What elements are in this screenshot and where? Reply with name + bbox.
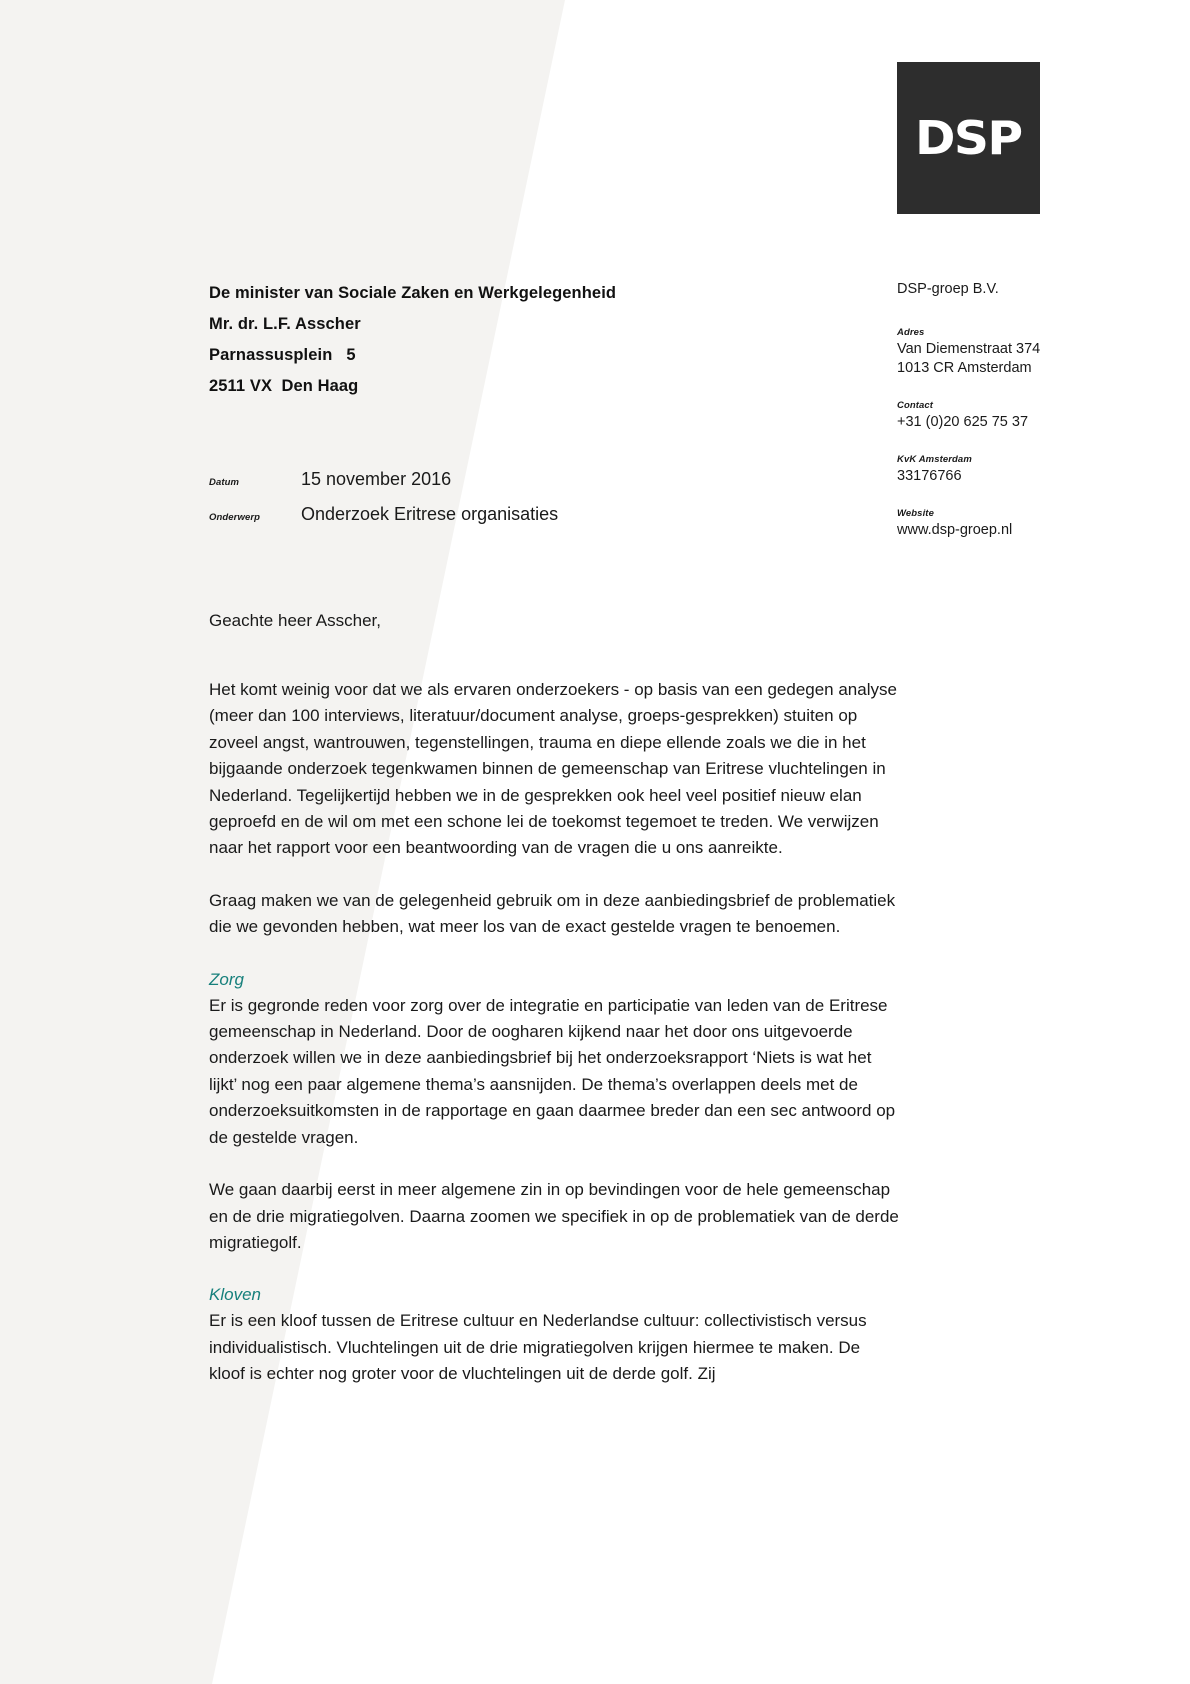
sender-contact-block [897,279,1147,561]
sender-field-value: 1013 CR Amsterdam [897,360,1032,376]
dsp-logo [897,62,1040,214]
sender-field-value: Van Diemenstraat 374 [897,341,1041,357]
recipient-line: Parnassusplein 5 [209,346,356,364]
section-heading-zorg: Zorg [209,969,244,989]
sender-field-kvk [897,453,1147,486]
recipient-line: Mr. dr. L.F. Asscher [209,315,361,333]
sender-company-name: DSP-groep B.V. [897,281,999,297]
meta-row-datum [209,466,849,501]
recipient-line: De minister van Sociale Zaken en Werkgelegenheid [209,284,617,302]
meta-label: Datum [209,477,240,488]
recipient-line: 2511 VX Den Haag [209,377,359,395]
letter-paragraph: Er is een kloof tussen de Eritrese cultuur en Nederlandse cultuur: collectivistisch versus individualistisch. Vluchtelingen uit de drie migratiegolven krijgen hiermee te maken. De kloof is echter nog groter voor de vluchtelingen uit de derde golf. Zij [209,1311,867,1384]
dsp-logo-wordmark: DSP [915,111,1022,165]
sender-field-adres [897,326,1147,378]
meta-value: 15 november 2016 [301,469,452,489]
sender-field-website [897,507,1147,540]
letter-paragraph: Er is gegronde reden voor zorg over de integratie en participatie van leden van de Eritrese gemeenschap in Nederland. Door de oogharen kijkend naar het door ons uitgevoerde onderzoek willen we in deze aanbiedingsbrief bij het onderzoeksrapport ‘Niets is wat het lijkt’ nog een paar algemene thema’s aansnijden. De thema’s overlappen deels met de onderzoeksuitkomsten in de rapportage en gaan daarmee breder dan een sec antwoord op de gestelde vragen. [209,995,896,1147]
sender-field-contact [897,399,1147,432]
sender-field-value: 33176766 [897,468,962,484]
meta-label: Onderwerp [209,512,261,523]
sender-field-label: Contact [897,400,934,411]
sender-field-value: +31 (0)20 625 75 37 [897,414,1029,430]
letter-salutation: Geachte heer Asscher, [209,611,381,630]
meta-row-onderwerp [209,501,849,536]
letter-meta-block [209,466,849,536]
sender-field-label: KvK Amsterdam [897,454,972,465]
letter-paragraph: Graag maken we van de gelegenheid gebruik om in deze aanbiedingsbrief de problematiek die we gevonden hebben, wat meer los van de exact gestelde vragen te benoemen. [209,890,896,937]
letter-body [209,608,899,1414]
section-heading-kloven: Kloven [209,1285,261,1305]
letter-paragraph: Het komt weinig voor dat we als ervaren onderzoekers - op basis van een gedegen analyse (meer dan 100 interviews, literatuur/document analyse, groeps-gesprekken) stuiten op zoveel angst, wantrouwen, tegenstellingen, trauma en diepe ellende zoals we die in het bijgaande onderzoek tegenkwamen binnen de gemeenschap van Eritrese vluchtelingen in Nederland. Tegelijkertijd hebben we in de gesprekken ook heel veel positief nieuw elan geproefd en de wil om met een schone lei de toekomst tegemoet te treden. We verwijzen naar het rapport voor een beantwoording van de vragen die u ons aanreikte. [209,680,897,858]
meta-value: Onderzoek Eritrese organisaties [301,504,559,524]
letter-paragraph: We gaan daarbij eerst in meer algemene zin in op bevindingen voor de hele gemeenschap en de drie migratiegolven. Daarna zoomen we specifiek in op de problematiek van de derde migratiegolf. [209,1180,899,1252]
sender-field-label: Adres [897,327,925,338]
sender-field-label: Website [897,508,934,519]
sender-field-value[interactable]: www.dsp-groep.nl [897,522,1013,538]
recipient-address-block [209,278,769,402]
